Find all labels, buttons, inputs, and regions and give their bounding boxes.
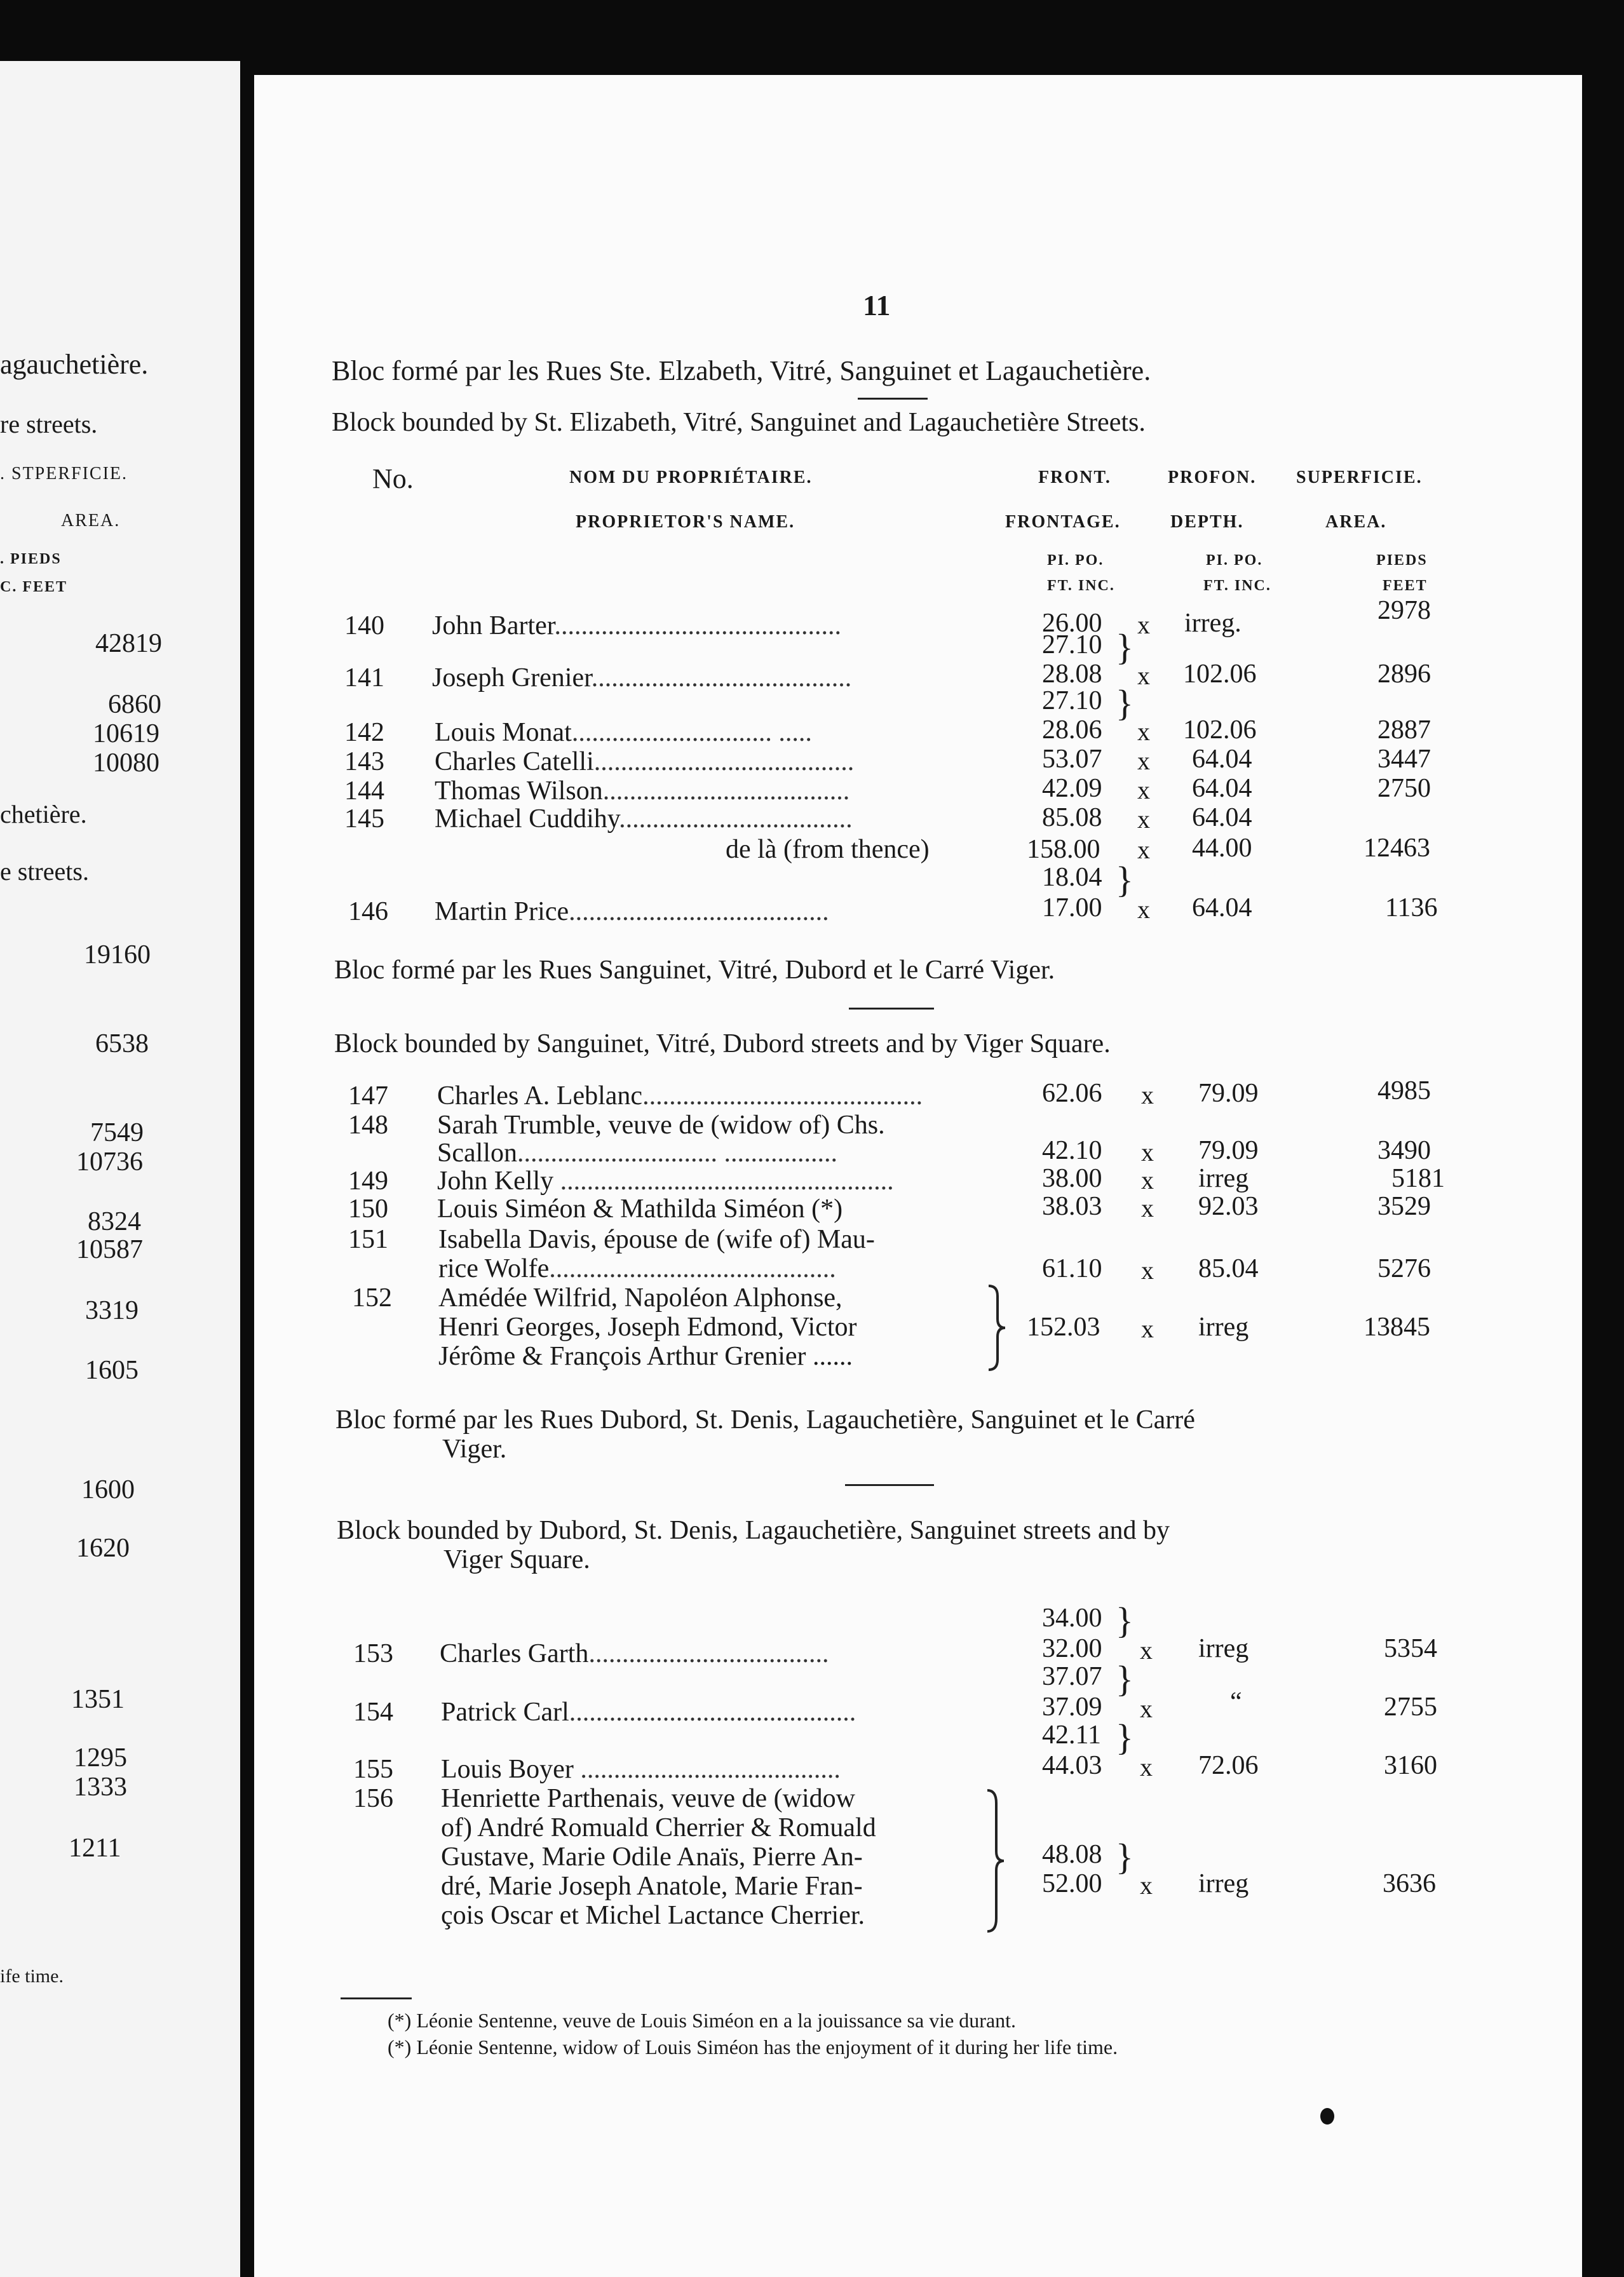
- row-area: 3636: [1383, 1869, 1436, 1898]
- unit-front: FT. INC.: [1047, 578, 1115, 594]
- footnote-en: (*) Léonie Sentenne, widow of Louis Siméon has the enjoyment of it during her life time.: [388, 2036, 1118, 2058]
- footnote-divider: [341, 1997, 412, 1999]
- row-name: Patrick Carl...........................................: [441, 1698, 856, 1727]
- unit-depth: PI. PO.: [1206, 552, 1263, 569]
- row-depth: irreg: [1198, 1164, 1249, 1193]
- left-line: agauchetière.: [0, 349, 149, 380]
- row-name-line: Jérôme & François Arthur Grenier ......: [438, 1342, 853, 1371]
- row-x: x: [1141, 1256, 1154, 1285]
- left-page: [0, 61, 240, 2277]
- row-no: 146: [348, 897, 388, 926]
- unit-front: PI. PO.: [1047, 552, 1104, 569]
- row-name: de là (from thence): [726, 835, 930, 864]
- row-front: 62.06: [1042, 1079, 1102, 1108]
- left-number: 19160: [84, 940, 151, 970]
- row-name: Louis Siméon & Mathilda Siméon (*): [437, 1194, 843, 1224]
- row-no: 147: [348, 1081, 388, 1111]
- row-area: 13845: [1363, 1313, 1430, 1342]
- row-area: 2978: [1377, 596, 1431, 625]
- row-front: 42.09: [1042, 774, 1102, 803]
- row-no: 154: [353, 1698, 393, 1727]
- brace: }: [1116, 1717, 1133, 1758]
- row-name-line: çois Oscar et Michel Lactance Cherrier.: [441, 1901, 865, 1930]
- left-number: 10080: [93, 748, 159, 778]
- row-x: x: [1141, 1166, 1154, 1194]
- row-no: 156: [353, 1784, 393, 1813]
- row-name: Louis Boyer .......................................: [441, 1755, 841, 1784]
- row-x: x: [1140, 1871, 1153, 1900]
- row-front: 152.03: [1027, 1313, 1100, 1342]
- header-name-en: PROPRIETOR'S NAME.: [576, 512, 795, 532]
- left-number: 1211: [69, 1834, 121, 1863]
- left-number: 10587: [76, 1235, 143, 1264]
- row-depth: 102.06: [1183, 659, 1257, 689]
- left-number: 1600: [81, 1475, 135, 1504]
- header-area-fr: SUPERFICIE.: [1296, 468, 1423, 487]
- row-front: 53.07: [1042, 745, 1102, 774]
- row-x: x: [1140, 1694, 1153, 1723]
- unit-area: FEET: [1383, 578, 1428, 594]
- row-area: 2755: [1384, 1693, 1437, 1722]
- left-line: re streets.: [0, 410, 98, 438]
- block3-fr-title: Viger.: [442, 1435, 507, 1464]
- row-area: 3529: [1377, 1192, 1431, 1221]
- ink-spot: [1320, 2108, 1334, 2125]
- block2-fr-title: Bloc formé par les Rues Sanguinet, Vitré, Dubord et le Carré Viger.: [334, 956, 1055, 985]
- row-depth: irreg: [1198, 1869, 1249, 1898]
- block3-en-title: Block bounded by Dubord, St. Denis, Lagauchetière, Sanguinet streets and by: [337, 1516, 1170, 1545]
- row-x: x: [1137, 717, 1150, 746]
- row-x: x: [1141, 1194, 1154, 1222]
- row-depth: 64.04: [1192, 774, 1252, 803]
- row-x: x: [1137, 835, 1150, 864]
- row-x: x: [1137, 611, 1150, 639]
- header-no: No.: [372, 463, 414, 494]
- row-front-a: 18.04: [1042, 863, 1102, 892]
- row-depth: 64.04: [1192, 803, 1252, 832]
- brace: }: [1116, 682, 1133, 724]
- row-x: x: [1137, 747, 1150, 775]
- row-depth: 72.06: [1198, 1751, 1259, 1780]
- row-no: 144: [344, 776, 384, 806]
- header-depth-fr: PROFON.: [1168, 468, 1257, 487]
- row-no: 140: [344, 611, 384, 640]
- header-front-en: FRONTAGE.: [1005, 512, 1121, 532]
- left-line: C. FEET: [0, 579, 68, 595]
- brace: }: [1116, 859, 1133, 900]
- left-line: . STPERFICIE.: [0, 464, 128, 483]
- footnote-fr: (*) Léonie Sentenne, veuve de Louis Siméon en a la jouissance sa vie durant.: [388, 2009, 1017, 2032]
- row-front-a: 48.08: [1042, 1840, 1102, 1869]
- row-front-a: 37.07: [1042, 1662, 1102, 1691]
- row-name-line: Henri Georges, Joseph Edmond, Victor: [438, 1313, 857, 1342]
- row-front: 42.10: [1042, 1136, 1102, 1165]
- left-number: 1605: [85, 1356, 139, 1385]
- row-depth: 92.03: [1198, 1192, 1259, 1221]
- brace-left: [984, 1788, 1006, 1934]
- row-area: 3160: [1384, 1751, 1437, 1780]
- row-depth: 64.04: [1192, 745, 1252, 774]
- row-front: 38.00: [1042, 1164, 1102, 1193]
- page: [254, 75, 1582, 2277]
- row-no: 145: [344, 804, 384, 834]
- row-front-b: 17.00: [1042, 893, 1102, 922]
- header-front-fr: FRONT.: [1038, 468, 1111, 487]
- row-name: Charles A. Leblanc..........................................: [437, 1081, 923, 1111]
- row-area: 3490: [1377, 1136, 1431, 1165]
- row-area: 5354: [1384, 1634, 1437, 1663]
- left-line: ife time.: [0, 1966, 64, 1987]
- row-name: John Kelly ..................................................: [437, 1166, 894, 1196]
- row-depth: 64.04: [1192, 893, 1252, 922]
- row-area: 2750: [1377, 774, 1431, 803]
- unit-depth: FT. INC.: [1203, 578, 1271, 594]
- brace: }: [1116, 626, 1133, 668]
- row-no: 153: [353, 1639, 393, 1668]
- block2-en-title: Block bounded by Sanguinet, Vitré, Dubord streets and by Viger Square.: [334, 1029, 1111, 1058]
- row-no: 143: [344, 747, 384, 776]
- row-area: 5181: [1391, 1164, 1445, 1193]
- row-depth: 79.09: [1198, 1079, 1259, 1108]
- row-no: 149: [348, 1166, 388, 1196]
- divider: [849, 1008, 934, 1010]
- row-depth: irreg: [1198, 1313, 1249, 1342]
- left-number: 1295: [74, 1743, 127, 1773]
- block3-fr-title: Bloc formé par les Rues Dubord, St. Denis, Lagauchetière, Sanguinet et le Carré: [335, 1405, 1195, 1435]
- row-front: 38.03: [1042, 1192, 1102, 1221]
- row-area: 2896: [1377, 659, 1431, 689]
- left-line: . PIEDS: [0, 551, 62, 567]
- row-name-line: dré, Marie Joseph Anatole, Marie Fran-: [441, 1872, 863, 1901]
- row-depth: “: [1230, 1687, 1242, 1717]
- left-number: 1351: [71, 1685, 125, 1714]
- row-area: 3447: [1377, 745, 1431, 774]
- row-name-line: Scallon.............................. .................: [437, 1138, 837, 1168]
- row-front-b: 37.09: [1042, 1693, 1102, 1722]
- row-area: 5276: [1377, 1254, 1431, 1283]
- block1-fr-title: Bloc formé par les Rues Ste. Elzabeth, Vitré, Sanguinet et Lagauchetière.: [332, 355, 1151, 386]
- row-name-line: rice Wolfe...........................................: [438, 1254, 836, 1283]
- row-name-line: Gustave, Marie Odile Anaïs, Pierre An-: [441, 1842, 863, 1872]
- block1-en-title: Block bounded by St. Elizabeth, Vitré, Sanguinet and Lagauchetière Streets.: [332, 408, 1146, 437]
- row-name: Martin Price.......................................: [435, 897, 829, 926]
- row-area: 2887: [1377, 715, 1431, 745]
- left-line: chetière.: [0, 800, 87, 828]
- left-number: 6538: [95, 1029, 149, 1058]
- header-name-fr: NOM DU PROPRIÉTAIRE.: [569, 468, 813, 487]
- divider: [845, 1484, 934, 1486]
- row-name: Charles Garth....................................: [440, 1639, 829, 1668]
- brace: }: [1116, 1600, 1133, 1641]
- brace: }: [1116, 1658, 1133, 1699]
- left-number: 42819: [95, 629, 162, 658]
- row-front: 26.00: [1042, 609, 1102, 638]
- row-front-a: 42.11: [1042, 1720, 1101, 1750]
- row-depth: 102.06: [1183, 715, 1257, 745]
- header-depth-en: DEPTH.: [1170, 512, 1244, 532]
- row-name-line: Amédée Wilfrid, Napoléon Alphonse,: [438, 1283, 842, 1313]
- block3-en-title: Viger Square.: [443, 1545, 590, 1574]
- left-number: 7549: [90, 1118, 144, 1147]
- left-number: 1620: [76, 1534, 130, 1563]
- row-no: 155: [353, 1755, 393, 1784]
- row-no: 148: [348, 1111, 388, 1140]
- row-x: x: [1140, 1636, 1153, 1665]
- left-number: 10736: [76, 1147, 143, 1177]
- row-x: x: [1137, 805, 1150, 834]
- row-name-line: Sarah Trumble, veuve de (widow of) Chs.: [437, 1111, 885, 1140]
- unit-area: PIEDS: [1376, 552, 1428, 569]
- row-front-a: 27.10: [1042, 630, 1102, 659]
- row-depth: 44.00: [1192, 834, 1252, 863]
- row-name-line: of) André Romuald Cherrier & Romuald: [441, 1813, 876, 1842]
- page-number: 11: [863, 289, 891, 321]
- left-number: 8324: [88, 1207, 141, 1236]
- left-number: 3319: [85, 1296, 139, 1325]
- row-front-b: 52.00: [1042, 1869, 1102, 1898]
- row-depth: 79.09: [1198, 1136, 1259, 1165]
- row-x: x: [1141, 1138, 1154, 1166]
- row-x: x: [1137, 661, 1150, 690]
- left-line: e streets.: [0, 857, 89, 886]
- row-depth: irreg: [1198, 1634, 1249, 1663]
- row-x: x: [1141, 1314, 1154, 1343]
- row-area: 4985: [1377, 1076, 1431, 1105]
- header-area-en: AREA.: [1325, 512, 1387, 532]
- row-no: 152: [352, 1283, 392, 1313]
- row-front: 85.08: [1042, 803, 1102, 832]
- row-no: 151: [348, 1225, 388, 1254]
- row-no: 142: [344, 718, 384, 747]
- divider: [858, 398, 928, 400]
- left-number: 1333: [74, 1773, 127, 1802]
- row-depth: 85.04: [1198, 1254, 1259, 1283]
- left-line: AREA.: [61, 511, 121, 530]
- row-front-b: 32.00: [1042, 1634, 1102, 1663]
- row-name: Charles Catelli.......................................: [435, 747, 855, 776]
- row-name: John Barter...........................................: [432, 611, 841, 640]
- row-name: Michael Cuddihy...................................: [435, 804, 853, 834]
- left-number: 10619: [93, 719, 159, 748]
- row-front-b: 44.03: [1042, 1751, 1102, 1780]
- row-front: 158.00: [1027, 835, 1100, 864]
- row-name: Louis Monat.............................. .....: [435, 718, 812, 747]
- row-name: Joseph Grenier.......................................: [432, 663, 852, 693]
- row-area: 12463: [1363, 834, 1430, 863]
- row-front-a: 27.10: [1042, 686, 1102, 715]
- row-x: x: [1140, 1753, 1153, 1781]
- row-area: 1136: [1385, 893, 1438, 922]
- row-x: x: [1137, 776, 1150, 804]
- row-no: 150: [348, 1194, 388, 1224]
- row-name-line: Henriette Parthenais, veuve de (widow: [441, 1784, 855, 1813]
- left-number: 6860: [108, 690, 161, 719]
- row-depth: irreg.: [1184, 609, 1242, 638]
- row-name-line: Isabella Davis, épouse de (wife of) Mau-: [438, 1225, 875, 1254]
- brace: }: [1116, 1836, 1133, 1877]
- row-front-b: 28.08: [1042, 659, 1102, 689]
- row-x: x: [1137, 895, 1150, 924]
- brace-left: [985, 1283, 1008, 1372]
- row-front-a: 34.00: [1042, 1604, 1102, 1633]
- row-name: Thomas Wilson.....................................: [435, 776, 850, 806]
- row-no: 141: [344, 663, 384, 693]
- row-front-b: 28.06: [1042, 715, 1102, 745]
- row-front: 61.10: [1042, 1254, 1102, 1283]
- row-x: x: [1141, 1081, 1154, 1109]
